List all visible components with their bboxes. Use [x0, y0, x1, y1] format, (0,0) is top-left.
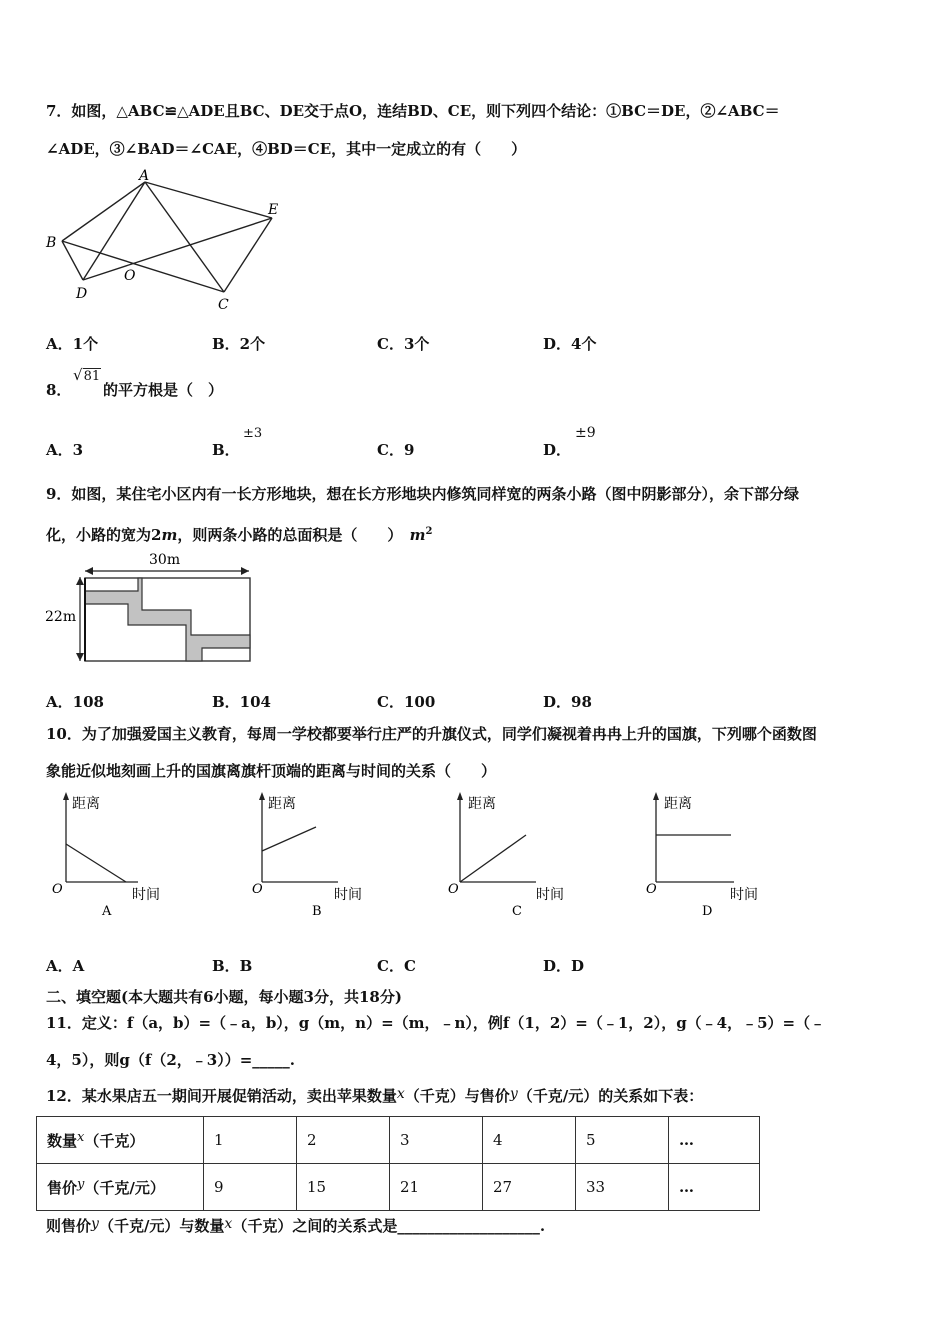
q12-qty-5: 5	[576, 1117, 669, 1164]
q10-b-x-label: 时间	[334, 887, 362, 903]
q12-answer-var-x: x	[224, 1216, 233, 1232]
q12-stem-post: （千克/元）的关系如下表：	[517, 1087, 704, 1105]
q7-label-d: D	[76, 286, 88, 302]
q10-a-caption: A	[102, 904, 112, 919]
q9-line2-pre: 化，小路的宽为2	[46, 526, 162, 544]
q7-option-a[interactable]: A．1个	[46, 335, 99, 353]
q9-answer-unit: m	[409, 526, 426, 544]
q10-c-origin: O	[448, 882, 459, 897]
q7-stem-line2: ∠ADE，③∠BAD＝∠CAE，④BD＝CE，其中一定成立的有（ ）	[46, 140, 527, 158]
table-row	[37, 1164, 760, 1211]
q8-number: 8．	[46, 381, 72, 399]
q12-row2-head: 售价	[47, 1178, 78, 1197]
q12-price-5: 33	[576, 1164, 669, 1211]
q9-stem-line1: 9．如图，某住宅小区内有一长方形地块，想在长方形地块内修筑同样宽的两条小路（图中阴影部分），余下部分绿	[46, 485, 799, 503]
q12-qty-4: 4	[483, 1117, 576, 1164]
q12-answer-pre: 则售价	[46, 1217, 92, 1235]
q12-stem-mid: （千克）与售价	[404, 1087, 510, 1105]
q10-a-origin: O	[52, 882, 63, 897]
q10-graph-b	[248, 790, 378, 920]
q9-answer-unit-exp: 2	[425, 526, 433, 537]
q7-label-e: E	[268, 202, 279, 218]
q10-option-c[interactable]: C．C	[377, 957, 416, 975]
q10-b-y-label: 距离	[268, 796, 296, 812]
q8-sqrt-expression: √81	[73, 366, 101, 384]
q10-stem-line2: 象能近似地刻画上升的国旗离旗杆顶端的距离与时间的关系（ ）	[46, 762, 497, 780]
q10-c-x-label: 时间	[536, 887, 564, 903]
q12-price-4: 27	[483, 1164, 576, 1211]
q10-graph-a	[48, 790, 178, 920]
q11-stem-line1: 11．定义：f（a，b）=（﹣a，b），g（m，n）=（m，﹣n），例f（1，2）=（﹣1，2），g（﹣4，﹣5）=（﹣	[46, 1014, 826, 1032]
q8-stem: 的平方根是（ ）	[103, 381, 224, 399]
q12-row2-unit: （千克/元）	[84, 1178, 165, 1197]
q7-figure	[44, 166, 284, 314]
q8-radicand: 81	[83, 369, 101, 384]
q12-row1-unit: （千克）	[84, 1131, 145, 1150]
q12-row2-var: y	[77, 1176, 85, 1192]
q7-label-a: A	[139, 168, 150, 184]
q9-line2-unit: m	[161, 526, 178, 544]
q10-d-origin: O	[646, 882, 657, 897]
q10-option-a[interactable]: A．A	[46, 957, 85, 975]
q12-qty-3: 3	[390, 1117, 483, 1164]
q8-option-d-math: ±9	[575, 425, 596, 441]
q12-answer-mid: （千克/元）与数量	[98, 1217, 225, 1235]
q12-var-x: x	[396, 1086, 405, 1102]
q10-d-y-label: 距离	[664, 796, 692, 812]
q7-stem-line1: 7．如图，△ABC≌△ADE且BC、DE交于点O，连结BD、CE，则下列四个结论：①BC＝DE，②∠ABC＝	[46, 102, 780, 120]
q12-row1-header	[37, 1117, 204, 1164]
q12-price-ellipsis: …	[669, 1164, 760, 1211]
q12-answer-line	[46, 1214, 545, 1236]
q8-option-b[interactable]: B．	[212, 441, 240, 459]
q10-d-caption: D	[702, 904, 713, 919]
q10-b-origin: O	[252, 882, 263, 897]
q9-width-label: 30m	[149, 552, 181, 568]
q12-stem	[46, 1084, 703, 1106]
q12-price-3: 21	[390, 1164, 483, 1211]
q7-label-c: C	[218, 297, 229, 313]
q12-row2-header	[37, 1164, 204, 1211]
q12-row1-var: x	[77, 1129, 85, 1145]
q7-label-b: B	[46, 235, 57, 251]
q10-option-b[interactable]: B．B	[212, 957, 253, 975]
q7-option-b[interactable]: B．2个	[212, 335, 266, 353]
q10-b-caption: B	[312, 904, 322, 919]
q12-stem-pre: 12．某水果店五一期间开展促销活动，卖出苹果数量	[46, 1087, 397, 1105]
q9-option-d[interactable]: D．98	[543, 693, 592, 711]
q10-option-d[interactable]: D．D	[543, 957, 585, 975]
q10-stem-line1: 10．为了加强爱国主义教育，每周一学校都要举行庄严的升旗仪式，同学们凝视着冉冉上升的国旗，下列哪个函数图	[46, 725, 817, 743]
q11-stem-line2: 4，5），则g（f（2，﹣3））=_____.	[46, 1051, 295, 1069]
q9-stem-line2	[46, 522, 432, 545]
q12-qty-1: 1	[204, 1117, 297, 1164]
table-row	[37, 1117, 760, 1164]
q12-table	[36, 1116, 760, 1211]
q8-option-b-math: ±3	[243, 426, 263, 441]
q10-a-x-label: 时间	[132, 887, 160, 903]
q10-d-x-label: 时间	[730, 887, 758, 903]
q8-option-a[interactable]: A．3	[46, 441, 84, 459]
q9-line2-post: ，则两条小路的总面积是（ ）	[177, 526, 403, 544]
q7-option-c[interactable]: C．3个	[377, 335, 430, 353]
q10-graph-c	[446, 790, 576, 920]
q8-option-d[interactable]: D．	[543, 441, 572, 459]
q12-qty-ellipsis: …	[669, 1117, 760, 1164]
q9-option-c[interactable]: C．100	[377, 693, 436, 711]
q12-answer-var-y: y	[91, 1216, 99, 1232]
q10-c-caption: C	[512, 904, 522, 919]
q10-a-y-label: 距离	[72, 796, 100, 812]
q9-option-b[interactable]: B．104	[212, 693, 271, 711]
q12-answer-post: （千克）之间的关系式是___________________.	[232, 1217, 546, 1235]
q12-var-y: y	[509, 1086, 518, 1102]
q7-label-o: O	[124, 268, 136, 284]
q12-row1-head: 数量	[47, 1131, 78, 1150]
q8-option-c[interactable]: C．9	[377, 441, 415, 459]
q7-option-d[interactable]: D．4个	[543, 335, 597, 353]
q12-qty-2: 2	[297, 1117, 390, 1164]
q9-option-a[interactable]: A．108	[46, 693, 104, 711]
q10-graph-d	[644, 790, 774, 920]
q12-price-1: 9	[204, 1164, 297, 1211]
q10-c-y-label: 距离	[468, 796, 496, 812]
q12-price-2: 15	[297, 1164, 390, 1211]
q9-figure	[44, 549, 264, 671]
q9-height-label: 22m	[45, 609, 77, 625]
section-2-title: 二、填空题(本大题共有6小题，每小题3分，共18分)	[46, 988, 402, 1006]
